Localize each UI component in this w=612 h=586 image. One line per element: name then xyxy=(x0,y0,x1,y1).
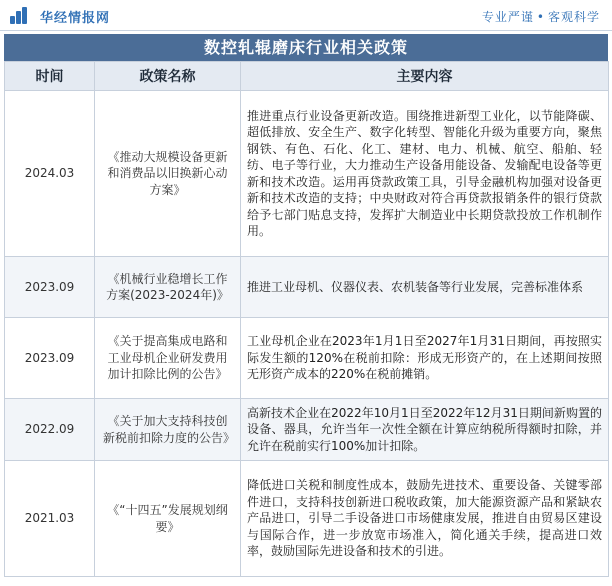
slogan-left: 专业严谨 xyxy=(481,10,534,24)
column-header-time: 时间 xyxy=(5,62,95,91)
row-content: 推进重点行业设备更新改造。围绕推进新型工业化，以节能降碳、超低排放、安全生产、数字化转型、智能化升级为重要方向，聚焦钢铁、有色、石化、化工、建材、电力、机械、航空、船舶、轻纺、电子等行业，大力推动生产设备用能设备、发输配电设备等更新和技术改造。运用再贷款政策工具，引导金融机构加强对设备更新和技术改造的支持；中央财政对符合再贷款报销条件的银行贷款给予七部门贴息支持，发挥扩大制造业中长期贷款投放工作机制作用。 xyxy=(241,91,609,257)
column-header-policy-name: 政策名称 xyxy=(95,62,241,91)
brand-name: 华经情报网 xyxy=(40,10,111,26)
slogan-right: 客观科学 xyxy=(547,10,600,24)
row-date: 2023.09 xyxy=(5,318,95,399)
row-policy-name: 《推动大规模设备更新和消费品以旧换新心动方案》 xyxy=(95,91,241,257)
row-content: 降低进口关税和制度性成本，鼓励先进技术、重要设备、关键零部件进口，支持科技创新进口税收政策，加大能源资源产品和紧缺农产品进口，引导二手设备进口市场健康发展，推进自由贸易区建设与国际合作，进一步放宽市场准入，简化通关手续，提高进口效率，鼓励国际先进设备和技术的引进。 xyxy=(241,461,609,577)
table-header-row xyxy=(5,62,609,91)
row-date: 2021.03 xyxy=(5,461,95,577)
row-policy-name: 《机械行业稳增长工作方案(2023-2024年)》 xyxy=(95,257,241,318)
column-header-main-content: 主要内容 xyxy=(241,62,609,91)
row-content: 工业母机企业在2023年1月1日至2027年1月31日期间，再按照实际发生额的120%在税前扣除：形成无形资产的，在上述期间按照无形资产成本的220%在税前摊销。 xyxy=(241,318,609,399)
table-row xyxy=(5,399,609,461)
table-row xyxy=(5,318,609,399)
policy-table xyxy=(4,61,609,577)
logo-bars-icon xyxy=(10,6,34,26)
table-row xyxy=(5,91,609,257)
row-content: 高新技术企业在2022年10月1日至2022年12月31日期间新购置的设备、器具，允许当年一次性全额在计算应纳税所得额时扣除，并允许在税前实行100%加计扣除。 xyxy=(241,399,609,461)
row-policy-name: 《关于提高集成电路和工业母机企业研发费用加计扣除比例的公告》 xyxy=(95,318,241,399)
row-policy-name: 《“十四五”发展规划纲要》 xyxy=(95,461,241,577)
top-bar xyxy=(0,0,612,31)
row-date: 2023.09 xyxy=(5,257,95,318)
slogan xyxy=(482,8,600,25)
row-policy-name: 《关于加大支持科技创新税前扣除力度的公告》 xyxy=(95,399,241,461)
row-content: 推进工业母机、仪器仪表、农机装备等行业发展，完善标准体系 xyxy=(241,257,609,318)
brand-logo xyxy=(10,6,110,26)
row-date: 2022.09 xyxy=(5,399,95,461)
table-row xyxy=(5,461,609,577)
row-date: 2024.03 xyxy=(5,91,95,257)
page-title: 数控轧辊磨床行业相关政策 xyxy=(4,34,608,61)
slogan-dot: • xyxy=(536,10,545,24)
table-row xyxy=(5,257,609,318)
